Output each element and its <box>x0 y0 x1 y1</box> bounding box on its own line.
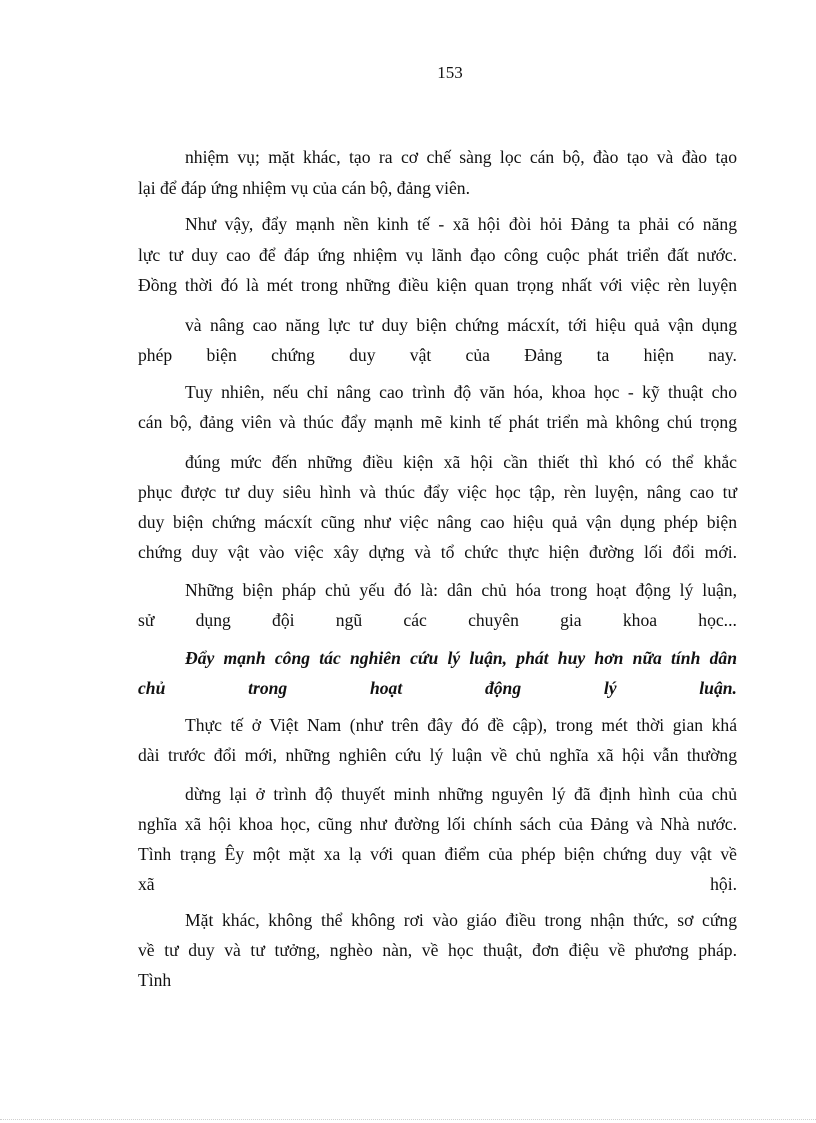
text-line: phục được tư duy siêu hình và thúc đẩy việc học tập, rèn luyện, nâng cao tư <box>138 482 737 502</box>
word: hội. <box>710 874 737 894</box>
word: trong <box>248 678 288 698</box>
word: sử <box>138 610 155 630</box>
section-heading-justified <box>138 677 737 699</box>
word: dụng <box>195 610 231 630</box>
page-number: 153 <box>437 63 463 82</box>
text-line: nhiệm vụ; mặt khác, tạo ra cơ chế sàng lọc cán bộ, đào tạo và đào tạo <box>185 147 737 167</box>
text-line: duy biện chứng mácxít cũng như việc nâng cao hiệu quả vận dụng phép biện <box>138 512 737 532</box>
word: vật <box>409 345 432 365</box>
word: khoa <box>622 610 658 630</box>
word: gia <box>560 610 582 630</box>
text-line: lực tư duy cao để đáp ứng nhiệm vụ lãnh đạo công cuộc phát triển đất nước. <box>138 245 737 265</box>
text-line: lại để đáp ứng nhiệm vụ của cán bộ, đảng viên. <box>138 178 470 198</box>
text-line-justified <box>138 609 737 631</box>
text-line: về tư duy và tư tưởng, nghèo nàn, về học thuật, đơn điệu về phương pháp. <box>138 940 737 960</box>
word: các <box>403 610 427 630</box>
word: lý <box>603 678 617 698</box>
text-line: Mặt khác, không thể không rơi vào giáo điều trong nhận thức, sơ cứng <box>185 910 737 930</box>
word: duy <box>349 345 376 365</box>
text-line: Tình trạng Êy một mặt xa lạ với quan điểm của phép biện chứng duy vật về <box>138 844 737 864</box>
text-line-justified <box>138 873 737 895</box>
text-line-justified <box>138 344 737 366</box>
word: luận. <box>699 678 737 698</box>
text-line: đúng mức đến những điều kiện xã hội cần thiết thì khó có thể khắc <box>185 452 737 472</box>
word: động <box>484 678 522 698</box>
text-line: Đồng thời đó là mét trong những điều kiện quan trọng nhất với việc rèn luyện <box>138 275 737 295</box>
word: đội <box>272 610 295 630</box>
text-line: dài trước đổi mới, những nghiên cứu lý luận về chủ nghĩa xã hội vẫn thường <box>138 745 737 765</box>
section-heading: Đẩy mạnh công tác nghiên cứu lý luận, phát huy hơn nữa tính dân <box>185 648 737 668</box>
text-line: Tuy nhiên, nếu chỉ nâng cao trình độ văn hóa, khoa học - kỹ thuật cho <box>185 382 737 402</box>
word: phép <box>138 345 173 365</box>
text-line: Như vậy, đẩy mạnh nền kinh tế - xã hội đòi hỏi Đảng ta phải có năng <box>185 214 737 234</box>
word: xã <box>138 874 155 894</box>
text-line: Những biện pháp chủ yếu đó là: dân chủ hóa trong hoạt động lý luận, <box>185 580 737 600</box>
word: chứng <box>271 345 315 365</box>
word: ta <box>596 345 610 365</box>
text-line: cán bộ, đảng viên và thúc đẩy mạnh mẽ kinh tế phát triển mà không chú trọng <box>138 412 737 432</box>
word: của <box>465 345 490 365</box>
word: hoạt <box>369 678 403 698</box>
text-line: và nâng cao năng lực tư duy biện chứng mácxít, tới hiệu quả vận dụng <box>185 315 737 335</box>
word: chủ <box>138 678 166 698</box>
word: Đảng <box>524 345 563 365</box>
text-line: nghĩa xã hội khoa học, cũng như đường lối chính sách của Đảng và Nhà nước. <box>138 814 737 834</box>
page-bottom-divider <box>0 1119 816 1120</box>
word: nay. <box>708 345 737 365</box>
text-line: Thực tế ở Việt Nam (như trên đây đó đề cập), trong mét thời gian khá <box>185 715 737 735</box>
text-line: dừng lại ở trình độ thuyết minh những nguyên lý đã định hình của chủ <box>185 784 737 804</box>
word: chuyên <box>468 610 519 630</box>
text-line: chứng duy vật vào việc xây dựng và tổ chức thực hiện đường lối đổi mới. <box>138 542 737 562</box>
word: hiện <box>643 345 674 365</box>
word: biện <box>206 345 237 365</box>
word: ngũ <box>335 610 363 630</box>
text-line: Tình <box>138 970 172 990</box>
word: học... <box>698 610 737 630</box>
